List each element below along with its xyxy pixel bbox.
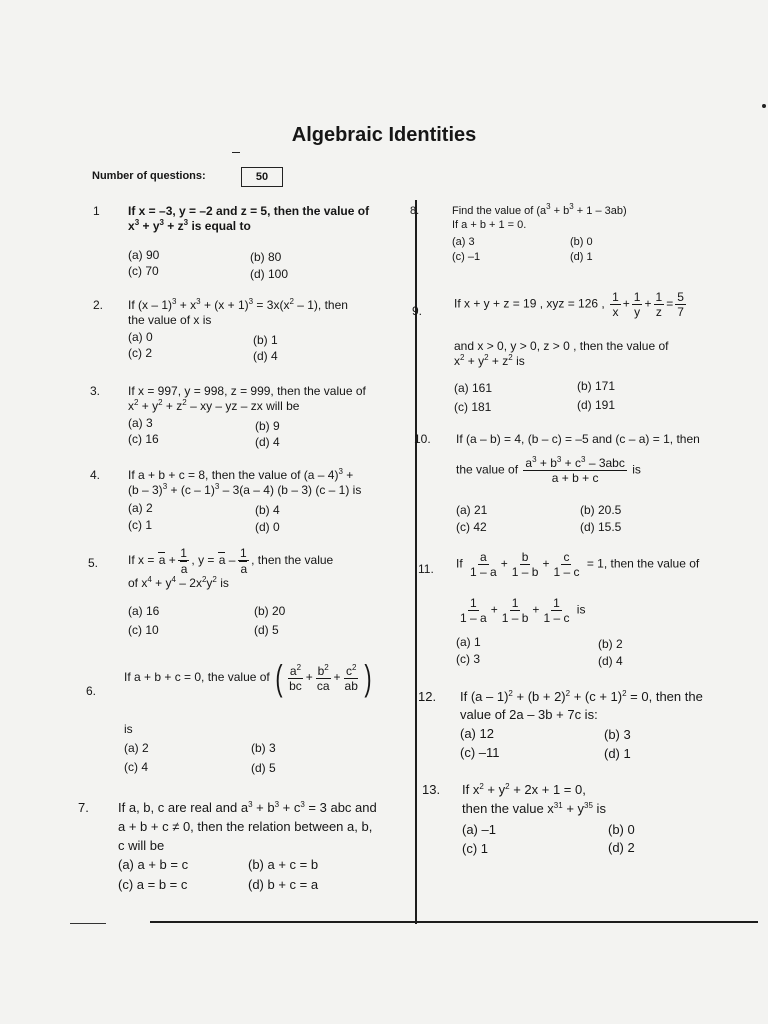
option-b: (b) 9 [255, 419, 280, 433]
question-12 [418, 688, 758, 764]
option-b: (b) 1 [253, 333, 278, 347]
question-number: 5. [88, 556, 99, 570]
option-c: (c) 70 [128, 264, 159, 278]
option-d: (d) 1 [604, 746, 631, 761]
option-c: (c) –11 [460, 745, 500, 760]
option-a: (a) 21 [456, 503, 488, 517]
option-d: (d) 4 [598, 654, 623, 668]
margin-mark [762, 104, 766, 108]
question-number: 8. [410, 205, 420, 217]
option-d: (d) 4 [253, 349, 278, 363]
option-d: (d) 2 [608, 840, 635, 855]
option-d: (d) 100 [250, 267, 289, 281]
option-b: (b) 171 [577, 379, 616, 393]
question-text-is: is [124, 722, 133, 736]
question-text: If $(a - 1)^2 + (b + 2)^2 + (c + 1)^2 = 0$, then the value of 2a – 3b + 7c is: [460, 689, 703, 722]
option-a: (a) 0 [128, 330, 153, 344]
question-3 [90, 384, 405, 454]
question-2 [93, 298, 403, 368]
option-c: (c) a = b = c [118, 877, 188, 892]
question-text: If a + b + c = 0, the value of ( $\frac{a^2}{bc}$ + $\frac{b^2}{ca}$ + $\frac{c^2}{ab}$ ) [124, 657, 372, 698]
option-c: (c) 4 [124, 760, 148, 774]
option-c: (c) 3 [456, 652, 480, 666]
question-text-cont: the value of $\frac{a^3 + b^3 + c^3 - 3abc}{a + b + c}$ is [456, 455, 641, 485]
option-d: (d) b + c = a [248, 877, 319, 892]
option-a: (a) 90 [128, 248, 160, 262]
question-5 [88, 546, 406, 642]
option-d: (d) 4 [255, 435, 280, 449]
question-1 [93, 204, 403, 284]
question-7 [78, 798, 408, 894]
option-c: (c) 1 [462, 841, 488, 856]
option-c: (c) 10 [128, 623, 159, 637]
option-a: (a) 2 [124, 741, 149, 755]
question-count-box: 50 [241, 167, 283, 187]
question-text: If a, b, c are real and $a^3 + b^3 + c^3 = 3$ abc and a + b + c ≠ 0, then the relation between a, b, c will be [118, 800, 377, 853]
question-text: If x = 997, y = 998, z = 999, then the value of $x^2 + y^2 + z^2$ – xy – yz – zx will be [128, 384, 366, 413]
option-c: (c) 42 [456, 520, 487, 534]
option-a: (a) 3 [128, 416, 153, 430]
question-number: 2. [93, 298, 104, 312]
question-text: If a + b + c = 8, then the value of (a – 4)$^3$ + (b – 3)$^3$ + (c – 1)$^3$ – 3(a – 4) (b – 3) (c – 1) is [128, 467, 362, 497]
option-c: (c) 1 [128, 518, 152, 532]
question-number: 10. [414, 432, 431, 446]
question-number: 13. [422, 782, 441, 797]
question-11 [418, 550, 758, 670]
option-d: (d) 1 [570, 251, 593, 263]
option-d: (d) 15.5 [580, 520, 622, 534]
option-b: (b) 20.5 [580, 503, 622, 517]
option-a: (a) 2 [128, 501, 153, 515]
bottom-rule-left [70, 923, 106, 924]
option-d: (d) 0 [255, 520, 280, 534]
question-text: If x = a + $\frac{1}{a}$ , y = a – $\frac{1}{a}$ , then the value of $x^4 + y^4 - 2x^2y^2$ is [128, 546, 334, 590]
question-number: 1 [93, 204, 100, 218]
bottom-rule [150, 921, 758, 923]
question-10 [414, 432, 754, 538]
option-d: (d) 5 [254, 623, 279, 637]
question-number: 3. [90, 384, 101, 398]
option-b: (b) 4 [255, 503, 280, 517]
option-b: (b) 3 [251, 741, 276, 755]
option-b: (b) 3 [604, 727, 631, 742]
title-tick-mark [232, 152, 240, 153]
option-b: (b) 20 [254, 604, 286, 618]
option-c: (c) 181 [454, 400, 492, 414]
question-text-cont: and x > 0, y > 0, z > 0 , then the value of $x^2 + y^2 + z^2$ is [454, 339, 669, 368]
question-6 [86, 657, 406, 780]
option-a: (a) 12 [460, 726, 494, 741]
option-d: (d) 191 [577, 398, 616, 412]
option-b: (b) 80 [250, 250, 282, 264]
question-count-label: Number of questions: [92, 170, 206, 182]
option-c: (c) –1 [452, 251, 481, 263]
question-4 [90, 468, 405, 538]
question-text: If (a – b) = 4, (b – c) = –5 and (c – a) = 1, then [456, 432, 700, 446]
question-number: 12. [418, 689, 437, 704]
option-c: (c) 16 [128, 432, 159, 446]
option-a: (a) 161 [454, 381, 493, 395]
question-number: 6. [86, 684, 97, 698]
option-a: (a) –1 [462, 822, 496, 837]
question-13 [422, 780, 752, 860]
question-text: Find the value of $(a^3 + b^3 + 1 - 3ab)$ If a + b + 1 = 0. [452, 202, 627, 231]
option-b: (b) 0 [608, 822, 635, 837]
option-c: (c) 2 [128, 346, 152, 360]
question-text: If x + y + z = 19 , xyz = 126 , $\frac{1}{x}$ + $\frac{1}{y}$ + $\frac{1}{z}$ = $\frac{5}{7}$ [454, 290, 684, 319]
option-a: (a) a + b = c [118, 857, 189, 872]
question-number: 11. [418, 562, 434, 576]
question-number: 7. [78, 800, 89, 815]
option-a: (a) 3 [452, 236, 475, 248]
question-9 [412, 290, 752, 420]
question-text: If $(x - 1)^3 + x^3 + (x + 1)^3 = 3x(x^2 - 1)$, then the value of x is [128, 297, 348, 327]
question-number: 9. [412, 304, 423, 318]
option-d: (d) 5 [251, 761, 276, 775]
question-text: If x = –3, y = –2 and z = 5, then the value of $x^3 + y^3 + z^3$ is equal to [128, 204, 370, 233]
question-text: If $x^2 + y^2 + 2x + 1 = 0$, then the value $x^{31} + y^{35}$ is [462, 782, 606, 816]
option-b: (b) 0 [570, 236, 593, 248]
question-number: 4. [90, 468, 101, 482]
question-text: If $\frac{a}{1 - a}$ + $\frac{b}{1 - b}$ + $\frac{c}{1 - c}$ = 1, then the value of [456, 550, 700, 579]
option-b: (b) 2 [598, 637, 623, 651]
page-title: Algebraic Identities [291, 124, 477, 146]
option-a: (a) 1 [456, 635, 481, 649]
question-text-cont: $\frac{1}{1 - a}$ + $\frac{1}{1 - b}$ + $\frac{1}{1 - c}$ is [460, 596, 586, 625]
option-a: (a) 16 [128, 604, 160, 618]
question-8 [410, 204, 750, 268]
option-b: (b) a + c = b [248, 857, 319, 872]
